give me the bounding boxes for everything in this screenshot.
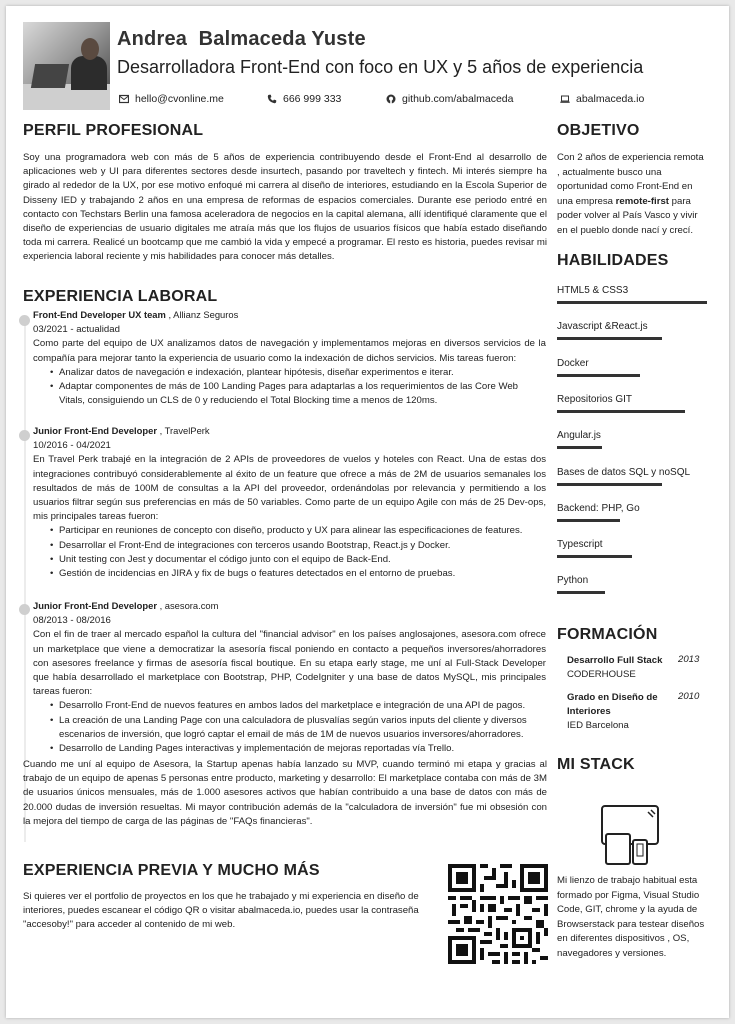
education-title: Desarrollo Full Stack — [567, 655, 663, 666]
skill-level-bar — [557, 519, 620, 522]
phone-text: 666 999 333 — [283, 93, 342, 105]
skill-label: Javascript &React.js — [557, 321, 648, 332]
objective-heading: OBJETIVO — [557, 122, 640, 139]
previous-heading: EXPERIENCIA PREVIA Y MUCHO MÁS — [23, 862, 320, 879]
skill-level-bar — [557, 591, 605, 594]
objective-text — [557, 151, 707, 239]
job-description: Con el fin de traer al mercado español la cultura del "financial advisor" en los países anglosajones, asesora.com ofrece un marketplace que viene a democratizar la asesoría fiscal poniendo en contacto a pequeños inversores/ahorradores con asesores freelance y firmas de asesoría fiscal boutique. En su etapa early stage, me uní al Full-Stack Developer que había desarrollado el marketplace con Bootstrap, PHP, CodeIgniter y una base de datos MySQL, mis principales tareas fueron: — [33, 629, 546, 698]
job-extra-text: Cuando me uní al equipo de Asesora, la Startup apenas había lanzado su MVP, cuando terminó mi etapa y gracias al trabajo de un equipo de apenas 5 personas entre producto, marketing y desarrollo: El marketplace contaba con más de 3M de usuarios únicos mensuales, más de 1.000 asesores activos que habían contribuido a una base de datos con más de 20.000 dudas de inversión resueltas. Mi mayor contribución además de la "calculadora de inversión" fue mi obsesión con la mejora del tiempo de carga de las páginas de "FAQs financieras". — [23, 759, 547, 827]
mail-icon — [119, 94, 129, 104]
github-icon — [386, 94, 396, 104]
website-text: abalmaceda.io — [576, 93, 645, 105]
previous-text: Si quieres ver el portfolio de proyectos en los que he trabajado y mi experiencia en diseño de interiores, puedes escanear el código QR o visitar abalmaceda.io, puedes usar la contraseña "accesoby!" para acceder al contenido de mi web. — [23, 891, 419, 931]
objective-text-bold: remote-first — [615, 195, 669, 207]
job-task: • Unit testing con Jest y documentar el código junto con el equipo de Back-End. — [59, 553, 546, 567]
skill-level-bar — [557, 446, 602, 449]
stack-heading: MI STACK — [557, 756, 635, 773]
job-task: • Gestión de incidencias en JIRA y fix de bugs o features detectados en el entorno de pruebas. — [59, 567, 546, 581]
skill-label: Docker — [557, 358, 589, 369]
job-dates: 10/2016 - 04/2021 — [33, 440, 111, 452]
job-task: • Adaptar componentes de más de 100 Landing Pages para adaptarlas a los requerimientos de las Core Web Vitals, consiguiendo un CLS de 0 y reduciendo el Total Blocking time a menos de 120ms. — [59, 380, 546, 408]
objective-text-part: para poder volver al País Vasco y vivir en el pueblo donde nací y crecí. — [557, 195, 698, 236]
devices-icon — [600, 804, 662, 866]
education-heading: FORMACIÓN — [557, 626, 658, 643]
education-institution: IED Barcelona — [567, 720, 629, 731]
skill-label: Bases de datos SQL y noSQL — [557, 467, 691, 478]
skill-label: Repositorios GIT — [557, 394, 633, 405]
job-task: • La creación de una Landing Page con una calculadora de plusvalías según varios inputs del cliente y diversos escenarios de inversión, que logró captar el email de más de 1M de nuevos usuarios inversores/ahorradores. — [59, 714, 546, 742]
github-text: github.com/abalmaceda — [402, 93, 514, 105]
job-company: , asesora.com — [156, 600, 219, 611]
stack-text: Mi lienzo de trabajo habitual esta formado por Figma, Visual Studio Code, GIT, chrome y la ayuda de Browserstack para testear diseños en diferentes dispositivos , OS, navegadores y versiones. — [557, 875, 705, 959]
job-task: • Desarrollo Front-End de nuevos features en ambos lados del marketplace e integración de una API de pagos. — [59, 699, 546, 713]
education-year: 2013 — [678, 654, 700, 665]
job-title: Front-End Developer UX team — [33, 309, 166, 320]
job-task: • Participar en reuniones de concepto con diseño, producto y UX para alinear las especificaciones de features. — [59, 524, 546, 538]
education-institution: CODERHOUSE — [567, 669, 636, 680]
objective-text-part: Con 2 años de experiencia remota , actualmente busco una oportunidad como Front-End en una empresa — [557, 152, 704, 207]
job-tasks — [33, 699, 546, 756]
skill-level-bar — [557, 301, 707, 304]
job-tasks — [33, 524, 546, 581]
job-entry — [33, 599, 546, 756]
education-year: 2010 — [678, 691, 700, 702]
skill-level-bar — [557, 410, 685, 413]
qr-code[interactable] — [448, 864, 548, 964]
resume-page — [6, 6, 729, 1018]
experience-heading: EXPERIENCIA LABORAL — [23, 288, 218, 305]
job-task: • Desarrollar el Front-End de integraciones con terceros usando Bootstrap, React.js y Docker. — [59, 539, 546, 553]
candidate-name: Andrea Balmaceda Yuste — [117, 28, 366, 50]
job-title: Junior Front-End Developer — [33, 600, 157, 611]
job-description: En Travel Perk trabajé en la integración de 2 APIs de proveedores de vuelos y hoteles con React. Una de estas dos integraciones contribuyó considerablemente al éxito de un feature que ofrece a más de 2M de usuarios semanales los resultados de más de 100M de consultas a la API del proveedor, ordenándolas por relevancia y permitiendo a los usuarios filtrar según sus preferencias en más de 50 variables. Como parte de un equipo Agile con más de 25 Dev-ops, mis principales tareas fueron: — [33, 454, 546, 523]
skill-label: Backend: PHP, Go — [557, 503, 640, 514]
profile-heading: PERFIL PROFESIONAL — [23, 122, 204, 139]
timeline-dot — [19, 604, 30, 615]
laptop-icon — [560, 94, 570, 104]
job-dates: 03/2021 - actualidad — [33, 324, 120, 336]
skill-level-bar — [557, 555, 632, 558]
timeline-dot — [19, 315, 30, 326]
profile-text: Soy una programadora web con más de 5 años de experiencia contribuyendo desde el Front-End al desarrollo de aplicaciones web y UI para diferentes sectores desde insurtech, pasando por traveltech y fintech. Mi interés siempre ha girado al rededor de la UX, por ese motivo enfoqué mi carrera al diseño de interiores, estudiando en la Escola Superior de Disseny IED y trabajando 2 años en una empresa de reformas de espacios comerciales. Durante ese periodo entré en contacto con Techstars Berlin una famosa aceleradora de negocios en la capital alemana, allí identifiqué claramente que el diseño de experiencias de usuario digitales me atraía más que los flujos de usuarios físicos que había estado diseñando toda mi carrera. Realicé un bootcamp que me cambió la vida y empecé a programar. El resto es historia, puedes revisar mi experiencia laboral reciente y mis habilidades para conocer más detalles. — [23, 152, 547, 263]
job-title: Junior Front-End Developer — [33, 425, 157, 436]
contact-website[interactable] — [560, 93, 644, 105]
job-entry — [33, 424, 546, 581]
job-dates: 08/2013 - 08/2016 — [33, 615, 111, 627]
job-company: , Allianz Seguros — [165, 309, 239, 320]
skill-label: Angular.js — [557, 430, 601, 441]
skill-label: Python — [557, 575, 589, 586]
email-text: hello@cvonline.me — [135, 93, 224, 105]
timeline-dot — [19, 430, 30, 441]
job-task: • Desarrollo de Landing Pages interactivas y implementación de mejoras reportadas vía Trello. — [59, 742, 546, 756]
skill-level-bar — [557, 337, 662, 340]
job-task: • Analizar datos de navegación e indexación, plantear hipótesis, diseñar experimentos e iterar. — [59, 366, 546, 380]
contact-github[interactable] — [386, 93, 514, 105]
contact-email[interactable] — [119, 93, 224, 105]
education-title: Grado en Diseño de Interiores — [567, 692, 658, 717]
job-tasks — [33, 366, 546, 409]
skill-level-bar — [557, 374, 640, 377]
profile-photo — [23, 22, 110, 110]
contact-phone[interactable] — [267, 93, 341, 105]
candidate-headline: Desarrolladora Front-End con foco en UX y 5 años de experiencia — [117, 57, 644, 77]
skill-label: HTML5 & CSS3 — [557, 285, 629, 296]
job-company: , TravelPerk — [156, 425, 210, 436]
job-entry — [33, 308, 546, 408]
skill-label: Typescript — [557, 539, 603, 550]
skill-level-bar — [557, 483, 662, 486]
job-description: Como parte del equipo de UX analizamos datos de navegación y implementamos mejoras en diversos servicios de la compañía para mejorar tanto la experiencia de usuario como la indexación de dichos servicios. Mis tareas fueron: — [33, 338, 546, 364]
phone-icon — [267, 94, 277, 104]
skills-heading: HABILIDADES — [557, 252, 669, 269]
